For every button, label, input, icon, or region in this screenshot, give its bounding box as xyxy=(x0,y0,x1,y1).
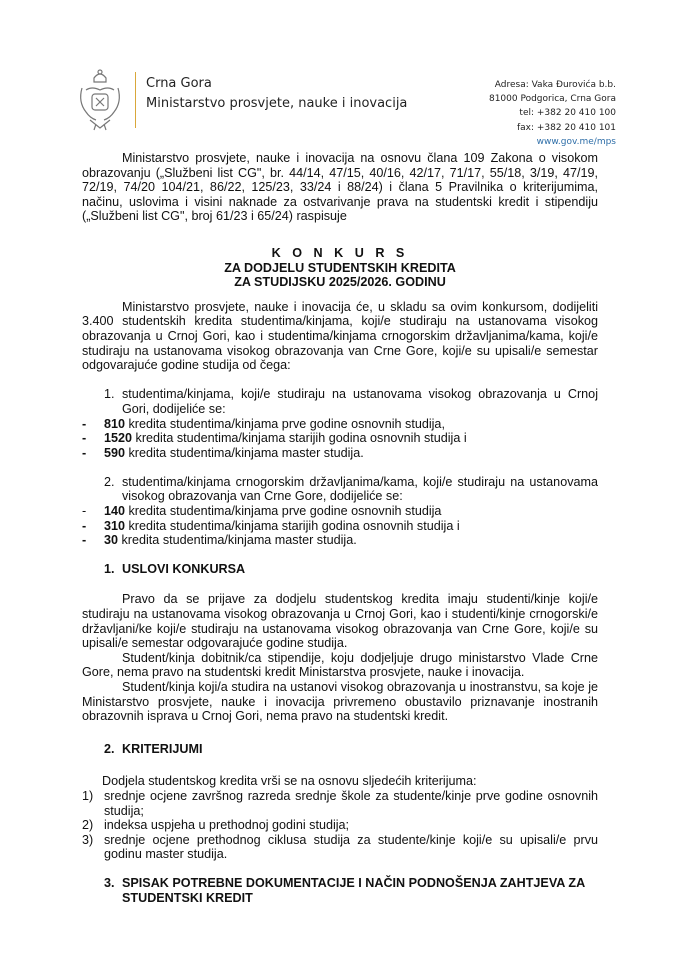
allocation-group xyxy=(82,387,598,416)
list-item: - 1520 kredita studentima/kinjama starijih godina osnovnih studija i xyxy=(82,431,467,446)
credit-count: 1520 xyxy=(104,431,133,446)
paragraph: Pravo da se prijave za dodjelu studentskog kredita imaju studenti/kinje koji/e studiraju na ustanovama visokog obrazovanja u Crnoj Gori, kao i studenti/kinje crnogorski/e državljani/ke koji/e studiraju na ustanovama visokog obrazovanja van Crne Gore, koji/e su upisali/e semestar odgovarajuće godine studija. xyxy=(82,592,598,651)
ministry-name: Ministarstvo prosvjete, nauke i inovacija xyxy=(146,96,408,111)
section-title: USLOVI KONKURSA xyxy=(122,561,246,576)
section-title: SPISAK POTREBNE DOKUMENTACIJE I NAČIN PODNOŠENJA ZAHTJEVA ZA STUDENTSKI KREDIT xyxy=(122,875,585,905)
list-item: - 140 kredita studentima/kinjama prve godine osnovnih studija xyxy=(82,504,442,519)
criteria-item xyxy=(82,789,598,818)
item-text: kredita studentima/kinjama prve godine osnovnih studija, xyxy=(125,416,445,431)
lead-paragraph: Ministarstvo prosvjete, nauke i inovacija će, u skladu sa ovim konkursom, dodijeliti 3.400 studentskih kredita studentima/kinjama, koji/e studiraju na ustanovama visokog obrazovanja u Crnoj Gori, kao i studentima/kinjama crnogorskim državljanima/kama, koji/e studiraju na ustanovama visokog obrazovanja van Crne Gore, koji/e su upisali/e semestar odgovarajuće godine studija od čega: xyxy=(82,299,598,373)
allocation-group xyxy=(82,475,598,504)
item-text: srednje ocjene završnog razreda srednje škole za studente/kinje prve godine osnovnih studija; xyxy=(104,788,598,818)
coat-of-arms-icon xyxy=(76,68,124,132)
title-line: ZA DODJELU STUDENTSKIH KREDITA xyxy=(224,260,456,275)
letterhead xyxy=(76,68,616,148)
item-text: indeksa uspjeha u prethodnoj godini studija; xyxy=(104,818,350,833)
item-text: kredita studentima/kinjama starijih godina osnovnih studija i xyxy=(125,518,460,533)
title-line: K O N K U R S xyxy=(271,245,409,260)
item-text: srednje ocjene prethodnog ciklusa studija za studente/kinje koji/e su upisali/e prvu godinu master studija. xyxy=(104,832,598,862)
item-text: kredita studentima/kinjama master studija. xyxy=(125,445,364,460)
document-body xyxy=(82,151,598,905)
item-text: kredita studentima/kinjama master studija. xyxy=(118,533,357,548)
list-number: 1. xyxy=(104,387,115,402)
item-text: kredita studentima/kinjama starijih godina osnovnih studija i xyxy=(132,431,467,446)
section-heading xyxy=(82,876,598,905)
credit-count: 140 xyxy=(104,504,126,519)
list-item: - 30 kredita studentima/kinjama master studija. xyxy=(82,533,357,548)
contact-block xyxy=(489,78,616,149)
section-number: 2. xyxy=(104,741,115,756)
header-divider xyxy=(135,72,136,128)
phone: tel: +382 20 410 100 xyxy=(519,108,616,119)
credit-count: 590 xyxy=(104,445,126,460)
section-heading xyxy=(82,742,598,757)
criteria-item xyxy=(82,818,598,833)
credit-count: 810 xyxy=(104,416,126,431)
item-number: 3) xyxy=(82,832,94,847)
credit-count: 310 xyxy=(104,518,126,533)
country-name: Crna Gora xyxy=(146,76,212,91)
item-number: 1) xyxy=(82,788,94,803)
website-link[interactable]: www.gov.me/mps xyxy=(536,136,616,147)
paragraph: Student/kinja dobitnik/ca stipendije, koju dodjeljuje drugo ministarstvo Vlade Crne Gore, nema pravo na studentski kredit Ministarstva prosvjete, nauke i inovacija. xyxy=(82,650,598,680)
section-heading xyxy=(82,562,598,577)
group-text: studentima/kinjama, koji/e studiraju na ustanovama visokog obrazovanja u Crnoj Gori, dodijeliće se: xyxy=(122,387,598,416)
list-item: - 810 kredita studentima/kinjama prve godine osnovnih studija, xyxy=(82,416,445,431)
section-title: KRITERIJUMI xyxy=(122,741,203,756)
title-line: ZA STUDIJSKU 2025/2026. GODINU xyxy=(234,275,446,290)
credit-count: 30 xyxy=(104,533,119,548)
list-item: - 310 kredita studentima/kinjama starijih godina osnovnih studija i xyxy=(82,518,460,533)
fax: fax: +382 20 410 101 xyxy=(516,122,616,133)
criteria-item xyxy=(82,833,598,862)
item-number: 2) xyxy=(82,818,94,833)
intro-paragraph: Ministarstvo prosvjete, nauke i inovacija na osnovu člana 109 Zakona o visokom obrazovanju („Službeni list CG", br. 44/14, 47/15, 40/16, 42/17, 71/17, 55/18, 3/19, 47/19, 72/19, 74/20 104/21, 86/22, 125/23, 33/24 i 88/24) i člana 5 Pravilnika o kriterijumima, načinu, uslovima i visini naknade za ostvarivanje prava na studentski kredit i stipendiju („Službeni list CG", broj 61/23 i 65/24) raspisuje xyxy=(82,151,598,224)
criteria-lead: Dodjela studentskog kredita vrši se na osnovu sljedećih kriterijuma: xyxy=(102,774,477,789)
group-text: studentima/kinjama crnogorskim državljanima/kama, koji/e studiraju na ustanovama visokog obrazovanja van Crne Gore, dodijeliće se: xyxy=(122,474,598,504)
list-number: 2. xyxy=(104,474,115,489)
section-number: 3. xyxy=(104,875,115,890)
address-line: 81000 Podgorica, Crna Gora xyxy=(488,94,616,105)
section-number: 1. xyxy=(104,561,115,576)
item-text: kredita studentima/kinjama prve godine osnovnih studija xyxy=(125,504,442,519)
document-title xyxy=(82,246,598,290)
list-item: - 590 kredita studentima/kinjama master studija. xyxy=(82,445,364,460)
address-line: Adresa: Vaka Đurovića b.b. xyxy=(494,80,616,90)
paragraph: Student/kinja koji/a studira na ustanovi visokog obrazovanja u inostranstvu, sa koje je Ministarstvo prosvjete, nauke i inovacija privremeno obustavilo priznavanje inostranih obrazovnih isprava u Crnoj Gori, nema pravo na studentski kredit. xyxy=(82,680,598,724)
